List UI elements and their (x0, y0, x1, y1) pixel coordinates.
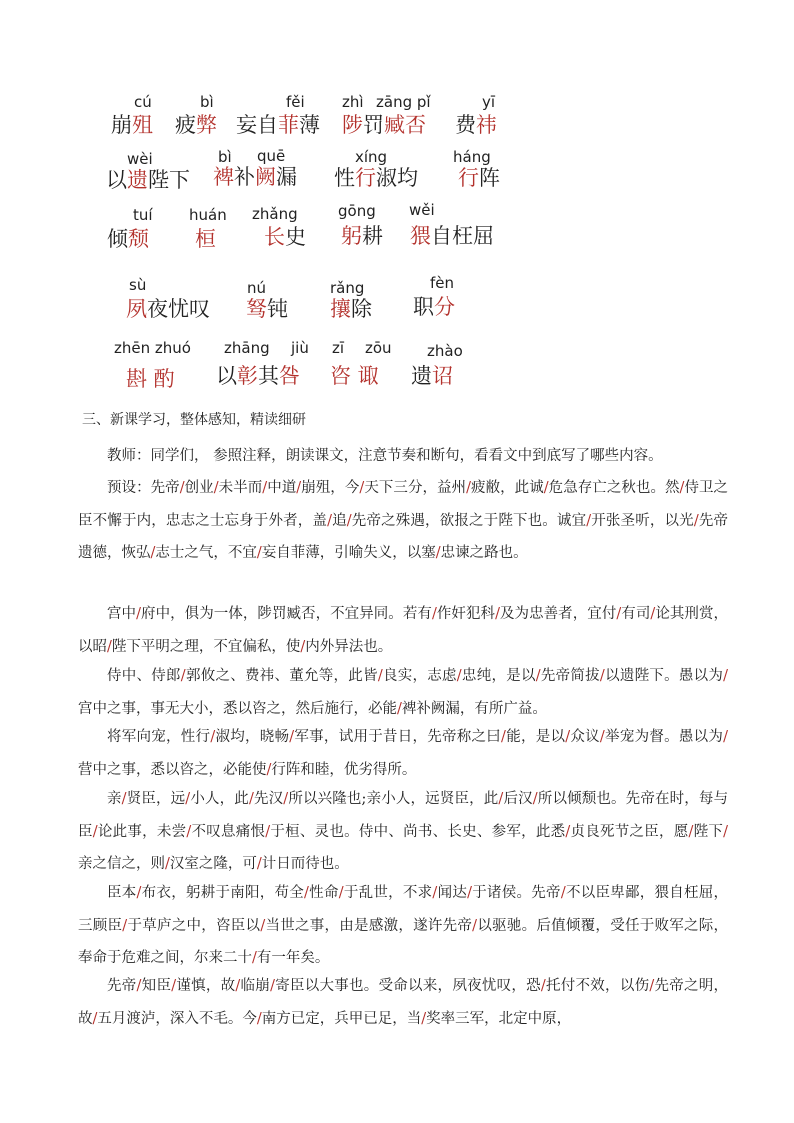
section-heading: 三、新课学习，整体感知，精读细研 (82, 412, 306, 428)
pause-mark: / (650, 606, 656, 622)
text-segment: 布衣，躬耕于南阳，苟全 (141, 885, 305, 901)
pinyin: zhǎng (252, 205, 298, 223)
pause-mark: / (185, 791, 191, 807)
vocab-word: 崩殂 (111, 113, 153, 137)
pinyin: zī (332, 339, 345, 357)
pause-mark: / (186, 823, 192, 840)
text-segment: 闻达 (437, 885, 468, 901)
vocab-word: 桓 (195, 227, 216, 251)
text-segment: 预设：先帝 (107, 480, 180, 496)
text-segment: 郭攸之、费祎、董允等，此皆 (185, 668, 378, 684)
text-segment: 作奸犯科 (436, 606, 496, 622)
text-segment: 陛下 (693, 823, 724, 840)
text-segment: 计日而待也。 (261, 856, 349, 872)
pause-mark: / (532, 791, 538, 807)
pinyin: bì (218, 148, 232, 166)
pause-mark: / (92, 1010, 98, 1027)
text-segment: 托付不效，以伤 (545, 978, 650, 994)
text-segment: 南方已定，兵甲已足，当 (261, 1010, 422, 1027)
vocab-word: 遗诏 (411, 364, 453, 388)
pause-mark: / (256, 856, 262, 872)
text-segment: 论此事，未尝 (97, 823, 187, 840)
pinyin: jiù (291, 339, 309, 357)
text-segment: 妄自菲薄，引喻失义，以塞 (261, 545, 436, 561)
text-segment: 以遗陛下。愚以为 (604, 668, 724, 684)
text-segment: 后汉 (503, 791, 533, 807)
text-segment: 众议 (570, 729, 600, 745)
paragraph-7 (78, 970, 728, 1035)
pause-mark: / (688, 823, 694, 840)
pause-mark: / (649, 978, 655, 994)
pinyin: zhì (342, 93, 364, 111)
vocab-word: 陟罚臧否 (342, 113, 426, 137)
pause-mark: / (359, 480, 365, 496)
vocab-word: 咨 诹 (330, 364, 379, 388)
text-segment: 先帝之明，故 (78, 978, 729, 1027)
text-segment: 能，是以 (505, 729, 566, 745)
pinyin: bì (200, 93, 214, 111)
text-segment: 临崩 (240, 978, 271, 994)
text-segment: 五月渡泸，深入不毛。今 (97, 1010, 257, 1027)
vocab-word: 职分 (413, 295, 455, 319)
pinyin: nú (247, 279, 267, 297)
text-segment: 以驱驰。后值倾覆，受任于败军之际，奉命于危难之间，尔来二十 (78, 917, 729, 966)
text-segment: 谨慎，故 (176, 978, 236, 994)
pause-mark: / (560, 885, 566, 901)
pause-mark: / (421, 1010, 427, 1027)
pinyin: quē (257, 147, 286, 165)
vocab-word: 性行淑均 (334, 166, 418, 190)
pause-mark: / (693, 512, 699, 529)
pinyin: fèn (430, 274, 455, 292)
pause-mark: / (304, 885, 309, 901)
text-segment: 良实，志虑 (382, 668, 457, 684)
text-segment: 未半而 (218, 480, 263, 496)
pause-mark: / (565, 729, 571, 745)
text-segment: 先汉 (253, 791, 284, 807)
vocab-word: 费祎 (455, 113, 497, 137)
vocab-word: 斟 酌 (126, 367, 175, 391)
text-segment: 将军向宠，性行 (107, 729, 211, 745)
pause-mark: / (107, 638, 112, 655)
vocab-word: 倾颓 (107, 227, 149, 251)
vocab-word: 驽钝 (246, 297, 288, 321)
pause-mark: / (431, 606, 437, 622)
pause-mark: / (535, 668, 541, 684)
text-segment: 崩殂，今 (301, 480, 360, 496)
text-segment: 陛下平明之理，不宜偏私，使 (111, 638, 301, 655)
pause-mark: / (122, 917, 128, 934)
pinyin: zhào (427, 342, 463, 360)
pinyin: xíng (355, 148, 388, 166)
vocab-word: 猥自枉屈 (410, 224, 494, 248)
text-segment: 天下三分，益州 (364, 480, 467, 496)
text-segment: 先帝之殊遇，欲报之于陛下也。诚宜 (351, 512, 587, 529)
pause-mark: / (171, 978, 177, 994)
text-segment: 疲敝，此诚 (471, 480, 544, 496)
pause-mark: / (466, 480, 471, 496)
text-segment: 忠纯，是以 (461, 668, 536, 684)
text-segment: 府中，俱为一体，陟罚臧否，不宜异同。若有 (140, 606, 432, 622)
pause-mark: / (260, 917, 266, 934)
text-segment: 于桓、灵也。侍中、尚书、长史、参军，此悉 (270, 823, 566, 840)
pause-mark: / (599, 668, 605, 684)
text-segment: 有司 (621, 606, 651, 622)
pause-mark: / (136, 978, 142, 994)
text-segment: 侍中、侍郎 (107, 668, 181, 684)
text-segment: 侍卫之臣不懈于内，忠志之士忘身于外者，盖 (78, 480, 729, 529)
pause-mark: / (432, 885, 438, 901)
pause-mark: / (92, 823, 98, 840)
text-segment: 论其刑赏，以昭 (78, 606, 729, 655)
pause-mark: / (586, 512, 592, 529)
pause-mark: / (472, 917, 478, 934)
pinyin: tuí (133, 206, 153, 224)
vocab-word: 行阵 (458, 166, 500, 190)
pause-mark: / (235, 978, 241, 994)
text-segment: 追 (331, 512, 347, 529)
text-segment: 开张圣听，以光 (591, 512, 694, 529)
pinyin: zhāng (224, 339, 270, 357)
vocab-word: 躬耕 (341, 224, 383, 248)
vocab-word: 长史 (264, 225, 306, 249)
text-segment: 先帝简拔 (540, 668, 600, 684)
pause-mark: / (213, 480, 219, 496)
pause-mark: / (456, 668, 462, 684)
text-segment: 忠谏之路也。 (440, 545, 528, 561)
pause-mark: / (377, 668, 383, 684)
pause-mark: / (599, 729, 605, 745)
text-segment: 有一年矣。 (256, 950, 330, 966)
vocab-word: 夙夜忧叹 (126, 297, 210, 321)
teacher-prompt: 教师：同学们， 参照注释，朗读课文，注意节奏和断句，看看文中到底写了哪些内容。 (107, 448, 663, 464)
text-segment: 亲 (107, 791, 122, 807)
pause-mark: / (180, 668, 186, 684)
text-segment: 不叹息痛恨 (191, 823, 266, 840)
text-segment: 宫中之事，事无大小，悉以咨之，然后施行，必能 (78, 700, 397, 717)
text-segment: 内外异法也。 (305, 638, 393, 655)
pinyin: zāng pǐ (376, 93, 431, 111)
pause-mark: / (296, 480, 302, 496)
pause-mark: / (327, 512, 332, 529)
text-segment: 于乱世，不求 (343, 885, 433, 901)
pause-mark: / (252, 950, 257, 966)
pinyin: yī (482, 93, 496, 111)
pause-mark: / (256, 545, 262, 561)
text-segment: 贤臣，远 (126, 791, 186, 807)
paragraph-5 (78, 783, 728, 881)
pause-mark: / (467, 885, 472, 901)
text-segment: 志士之气，不宜 (155, 545, 257, 561)
pause-mark: / (136, 606, 141, 622)
text-segment: 先帝遗德，恢弘 (78, 512, 729, 561)
pause-mark: / (165, 856, 170, 872)
text-segment: 军事，试用于昔日，先帝称之曰 (294, 729, 502, 745)
text-segment: 不以臣卑鄙，猥自枉屈，三顾臣 (78, 885, 729, 934)
text-segment: 当世之事，由是感激，遂许先帝 (265, 917, 473, 934)
text-segment: 行阵和睦，优劣得所。 (271, 761, 417, 778)
text-segment: 小人，此 (190, 791, 249, 807)
vocab-word: 妄自菲薄 (236, 113, 320, 137)
pause-mark: / (210, 729, 216, 745)
text-segment: 性命 (308, 885, 339, 901)
text-segment: 先帝 (107, 978, 137, 994)
pinyin: zhēn zhuó (114, 339, 191, 357)
vocabulary-section (0, 0, 794, 400)
paragraph-6 (78, 877, 728, 975)
pause-mark: / (136, 885, 142, 901)
pause-mark: / (265, 823, 271, 840)
vocab-word: 以遗陛下 (106, 168, 190, 192)
pause-mark: / (723, 823, 729, 840)
paragraph-2 (78, 598, 728, 663)
text-segment: 营中之事，悉以咨之，必能使 (78, 761, 267, 778)
text-segment: 于草庐之中，咨臣以 (127, 917, 261, 934)
pause-mark: / (723, 668, 729, 684)
pause-mark: / (723, 729, 729, 745)
text-segment: 汉室之隆，可 (169, 856, 257, 872)
text-segment: 所以兴隆也;亲小人，远贤臣，此 (288, 791, 499, 807)
pause-mark: / (256, 1010, 262, 1027)
pinyin: huán (189, 206, 227, 224)
text-segment: 奖率三军，北定中原， (426, 1010, 572, 1027)
pinyin: rǎng (330, 279, 365, 297)
pause-mark: / (679, 480, 685, 496)
text-segment: 及为忠善者，宜付 (499, 606, 617, 622)
vocab-word: 裨补阙漏 (213, 165, 297, 189)
pause-mark: / (565, 823, 571, 840)
pause-mark: / (121, 791, 127, 807)
pause-mark: / (300, 638, 306, 655)
text-segment: 于诸侯。先帝 (471, 885, 561, 901)
pinyin: wèi (127, 150, 153, 168)
pause-mark: / (179, 480, 185, 496)
pinyin: háng (453, 148, 491, 166)
text-segment: 亲之信之，则 (78, 856, 165, 872)
pause-mark: / (495, 606, 500, 622)
text-segment: 所以倾颓也。先帝在时，每与臣 (78, 791, 729, 840)
paragraph-1 (78, 472, 728, 570)
pinyin: fěi (286, 93, 305, 111)
pause-mark: / (338, 885, 344, 901)
pause-mark: / (262, 480, 268, 496)
pause-mark: / (346, 512, 352, 529)
vocab-word: 攘除 (330, 297, 372, 321)
pinyin: gōng (338, 202, 376, 220)
vocab-word: 疲弊 (175, 113, 217, 137)
pause-mark: / (498, 791, 504, 807)
text-segment: 举宠为督。愚以为 (604, 729, 724, 745)
pause-mark: / (397, 700, 402, 717)
pause-mark: / (248, 791, 254, 807)
pause-mark: / (270, 978, 275, 994)
text-segment: 臣本 (107, 885, 137, 901)
pause-mark: / (543, 480, 549, 496)
paragraph-4 (78, 721, 728, 786)
paragraph-3 (78, 660, 728, 725)
pause-mark: / (435, 545, 441, 561)
pause-mark: / (283, 791, 289, 807)
pinyin: cú (134, 93, 152, 111)
pinyin: wěi (409, 201, 435, 219)
text-segment: 裨补阙漏，有所广益。 (401, 700, 547, 717)
text-segment: 创业 (184, 480, 214, 496)
text-segment: 贞良死节之臣，愿 (570, 823, 689, 840)
pause-mark: / (150, 545, 156, 561)
text-segment: 中道 (267, 480, 297, 496)
text-segment: 寄臣以大事也。受命以来，夙夜忧叹，恐 (274, 978, 541, 994)
pinyin: sù (129, 276, 147, 294)
pause-mark: / (616, 606, 622, 622)
pause-mark: / (266, 761, 272, 778)
text-segment: 危急存亡之秋也。然 (548, 480, 680, 496)
text-segment: 知臣 (141, 978, 172, 994)
pinyin: zōu (365, 339, 392, 357)
pause-mark: / (501, 729, 506, 745)
text-segment: 淑均，晓畅 (215, 729, 290, 745)
pause-mark: / (289, 729, 295, 745)
text-segment: 宫中 (107, 606, 137, 622)
vocab-word: 以彰其咎 (216, 364, 300, 388)
pause-mark: / (540, 978, 546, 994)
